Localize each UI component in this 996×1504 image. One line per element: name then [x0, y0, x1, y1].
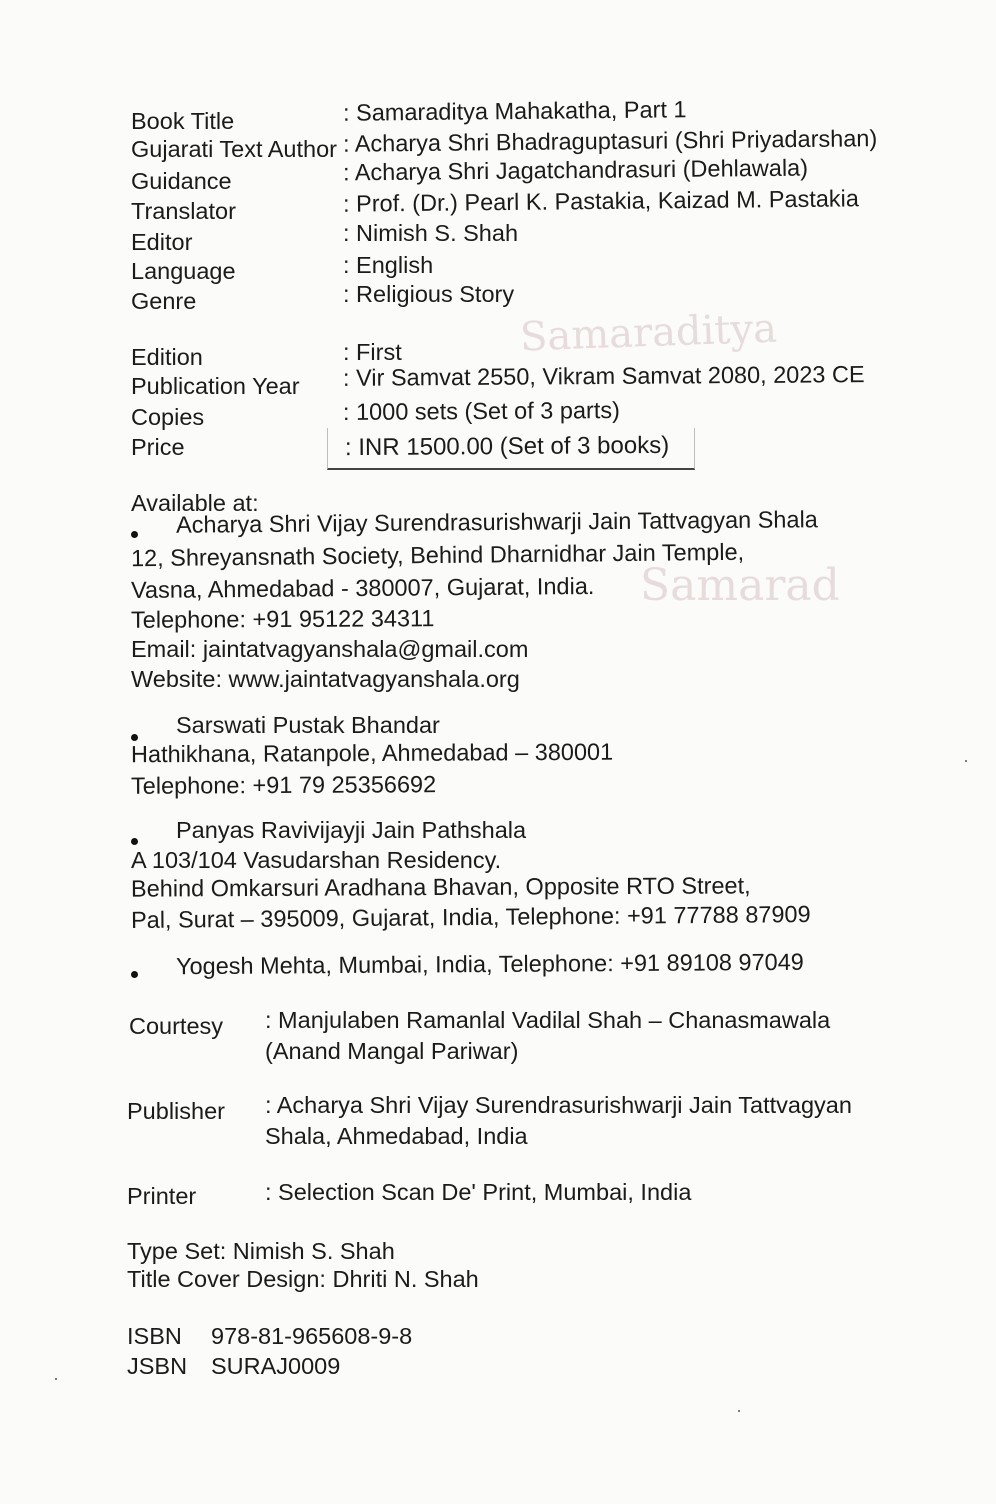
- id-label: JSBN: [127, 1353, 188, 1379]
- credit-line: (Anand Mangal Pariwar): [265, 1038, 519, 1064]
- credit-line: : Manjulaben Ramanlal Vadilal Shah – Chanasmawala: [265, 1007, 831, 1033]
- bleed-through-text: Samaraditya: [519, 305, 778, 361]
- shop-line: Email: jaintatvagyanshala@gmail.com: [131, 636, 529, 662]
- shop-line: Behind Omkarsuri Aradhana Bhavan, Opposite RTO Street,: [130, 872, 751, 902]
- bullet-icon: [131, 971, 138, 978]
- shop-line: Acharya Shri Vijay Surendrasurishwarji Jain Tattvagyan Shala: [175, 506, 818, 538]
- bullet-icon: [131, 531, 138, 538]
- credit-label: Courtesy: [129, 1013, 224, 1039]
- edition-value-price: : INR 1500.00 (Set of 3 books): [344, 431, 670, 462]
- detail-label: Genre: [131, 288, 197, 314]
- shop-line: Telephone: +91 79 25356692: [130, 771, 437, 799]
- detail-value: : Nimish S. Shah: [343, 220, 519, 246]
- edition-label: Publication Year: [131, 373, 300, 399]
- detail-value: : Acharya Shri Jagatchandrasuri (Dehlawala): [342, 154, 809, 186]
- id-value: SURAJ0009: [211, 1353, 341, 1379]
- detail-label: Book Title: [131, 108, 235, 134]
- detail-value: : Acharya Shri Bhadraguptasuri (Shri Priyadarshan): [342, 125, 878, 157]
- edition-value: : Vir Samvat 2550, Vikram Samvat 2080, 2023 CE: [342, 361, 865, 391]
- detail-label: Guidance: [131, 168, 232, 194]
- shop-line: Hathikhana, Ratanpole, Ahmedabad – 380001: [130, 738, 614, 768]
- shop-line: A 103/104 Vasudarshan Residency.: [131, 847, 502, 873]
- detail-label: Translator: [131, 198, 236, 224]
- shop-line: Pal, Surat – 395009, Gujarat, India, Telephone: +91 77788 87909: [130, 901, 811, 933]
- credit-line: : Selection Scan De' Print, Mumbai, India: [265, 1179, 692, 1205]
- credit-line: : Acharya Shri Vijay Surendrasurishwarji Jain Tattvagyan: [265, 1092, 852, 1118]
- detail-value: : Religious Story: [343, 281, 515, 307]
- paper-speck: [738, 1410, 740, 1412]
- id-value: 978-81-965608-9-8: [211, 1323, 413, 1349]
- detail-value: : Prof. (Dr.) Pearl K. Pastakia, Kaizad M. Pastakia: [342, 185, 860, 217]
- shop-line: Panyas Ravivijayji Jain Pathshala: [176, 817, 527, 843]
- edition-value: : First: [343, 339, 402, 365]
- bleed-through-text: Samarad: [640, 560, 840, 611]
- shop-line: Sarswati Pustak Bhandar: [176, 712, 440, 738]
- type-set: Type Set: Nimish S. Shah: [127, 1238, 395, 1264]
- credit-line: Shala, Ahmedabad, India: [265, 1123, 528, 1149]
- detail-value: : Samaraditya Mahakatha, Part 1: [342, 96, 687, 126]
- cover-design: Title Cover Design: Dhriti N. Shah: [127, 1266, 479, 1292]
- detail-label: Editor: [131, 229, 193, 255]
- credit-label: Printer: [127, 1183, 197, 1209]
- edition-label: Edition: [131, 344, 203, 370]
- detail-label: Language: [131, 258, 236, 284]
- shop-line: Vasna, Ahmedabad - 380007, Gujarat, India.: [130, 572, 595, 604]
- shop-line: Yogesh Mehta, Mumbai, India, Telephone: +91 89108 97049: [175, 948, 804, 980]
- detail-label: Gujarati Text Author: [131, 136, 337, 162]
- paper-speck: [55, 1378, 57, 1380]
- id-label: ISBN: [127, 1323, 182, 1349]
- edition-label: Copies: [131, 404, 205, 430]
- shop-line: Telephone: +91 95122 34311: [130, 605, 435, 633]
- availability-heading: Available at:: [131, 490, 259, 516]
- edition-value: : 1000 sets (Set of 3 parts): [342, 397, 621, 425]
- shop-line: Website: www.jaintatvagyanshala.org: [131, 666, 520, 692]
- shop-line: 12, Shreyansnath Society, Behind Dharnidhar Jain Temple,: [130, 538, 745, 572]
- detail-value: : English: [343, 252, 434, 278]
- bullet-icon: [131, 838, 138, 845]
- credit-label: Publisher: [127, 1098, 225, 1124]
- paper-speck: [965, 760, 967, 762]
- edition-label: Price: [131, 434, 185, 460]
